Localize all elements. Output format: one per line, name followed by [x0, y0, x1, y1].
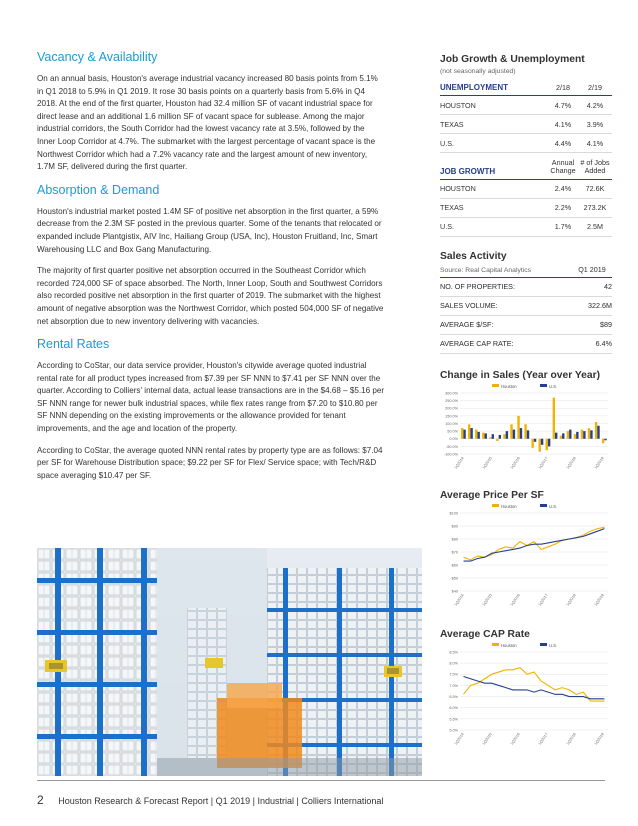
sales-rows: [440, 278, 612, 354]
sales-row: [440, 297, 612, 316]
sales-change-bar: [517, 416, 519, 439]
job-growth-row: [440, 180, 612, 199]
unemployment-row: [440, 134, 612, 153]
unemployment-row: [440, 96, 612, 115]
sales-change-bar: [503, 434, 505, 439]
sales-change-x-tick-label: 1Q2019: [593, 456, 605, 470]
sales-change-bar: [574, 434, 576, 439]
cap-rate-x-tick-label: 1Q2018: [565, 732, 577, 746]
price-sf-x-tick-label: 1Q2016: [509, 593, 521, 607]
sales-change-bar: [475, 429, 477, 438]
unemployment-table-header: [440, 83, 612, 96]
cap-rate-y-tick-label: 8.5%: [449, 650, 458, 655]
price-per-sf-chart: [440, 501, 612, 613]
sales-change-bar: [534, 439, 536, 442]
job-growth-title: Job Growth & Unemployment: [440, 54, 585, 65]
sales-change-y-tick-label: 50.0%: [447, 429, 458, 434]
footer-divider: [37, 780, 605, 781]
absorption-heading: Absorption & Demand: [37, 182, 160, 197]
sales-row: [440, 278, 612, 297]
sales-change-legend-label: Houston: [501, 383, 517, 389]
unemployment-label: UNEMPLOYMENT: [440, 83, 508, 92]
sales-change-bar: [524, 424, 526, 438]
cap-rate-x-tick-label: 1Q2015: [481, 732, 493, 746]
job-growth-row-label: U.S.: [440, 222, 454, 232]
job-growth-col-2-line-2: Added: [584, 166, 606, 176]
job-growth-table-header: [440, 159, 612, 180]
unemployment-row: [440, 115, 612, 134]
job-growth-subtitle: (not seasonally adjusted): [440, 68, 516, 75]
sales-change-y-tick-label: -50.0%: [445, 444, 458, 449]
sales-change-bar: [567, 431, 569, 439]
rental-section: [37, 337, 385, 482]
sales-change-bar: [461, 428, 463, 439]
price-sf-legend-swatch: [540, 504, 547, 507]
unemployment-row-label: U.S.: [440, 138, 454, 148]
job-growth-row-value-2: 273.2K: [583, 203, 607, 213]
sales-change-y-tick-label: 0.0%: [449, 436, 458, 441]
sales-change-bar: [604, 439, 606, 441]
sales-change-x-tick-label: 1Q2014: [453, 456, 465, 470]
cap-rate-y-tick-label: 7.5%: [449, 672, 458, 677]
warehouse-photo: [37, 548, 422, 776]
page-number: 2: [37, 793, 44, 807]
sales-change-bar: [555, 432, 557, 438]
price-sf-y-tick-label: $90: [451, 524, 458, 529]
unemployment-row-value-1: 4.4%: [554, 138, 572, 148]
price-sf-series-line: [464, 527, 605, 560]
price-sf-x-tick-label: 1Q2017: [537, 593, 549, 607]
sales-change-bar: [510, 424, 512, 438]
sales-change-bar: [590, 430, 592, 438]
cap-rate-series-line: [464, 667, 605, 700]
absorption-paragraph-1: Houston's industrial market posted 1.4M SF of positive net absorption in the first quarter, a 59% decrease from the 2.3M SF posted in the previous quarter. Some of the tenants that relocated or expanded include Plantgistix, AIV Inc, Hailiang Group (USA, Inc), Houston Fruitland, Inc, Smart Warehousing LLC and Box Gang Manufacturing.: [37, 206, 382, 254]
unemployment-col-1: 2/18: [556, 83, 570, 92]
cap-rate-legend-label: U.S.: [549, 642, 558, 648]
price-sf-legend-label: U.S.: [549, 503, 558, 509]
cap-rate-legend-swatch: [540, 643, 547, 646]
cap-rate-x-tick-label: 1Q2014: [453, 732, 465, 746]
sales-change-bar: [560, 436, 562, 439]
sales-change-bar: [583, 431, 585, 439]
unemployment-row-value-2: 4.1%: [586, 138, 604, 148]
sales-row-value: 322.6M: [588, 301, 612, 311]
cap-rate-series-line: [464, 676, 605, 698]
sales-change-y-tick-label: 300.0%: [445, 391, 458, 396]
cap-rate-y-tick-label: 5.0%: [449, 728, 458, 733]
sales-change-y-tick-label: -100.0%: [443, 452, 458, 457]
cap-rate-x-tick-label: 1Q2019: [593, 732, 605, 746]
sales-change-y-tick-label: 150.0%: [445, 414, 458, 419]
sales-change-y-tick-label: 200.0%: [445, 406, 458, 411]
sales-change-bar: [548, 439, 550, 447]
sales-change-bar: [489, 437, 491, 439]
price-sf-y-tick-label: $70: [451, 550, 458, 555]
price-per-sf-title: Average Price Per SF: [440, 489, 544, 501]
price-sf-x-tick-label: 1Q2018: [565, 593, 577, 607]
rental-heading: Rental Rates: [37, 337, 110, 352]
sales-period: Q1 2019: [578, 264, 606, 274]
rental-paragraph-2: According to CoStar, the average quoted NNN rental rates by property type are as follows: $7.04 per SF for Warehouse Distribution space; $9.22 per SF for Flex/ Service space; with Tech/R&D space averaging $10.47 per SF.: [37, 445, 383, 480]
job-growth-col-1-line-2: Change: [550, 166, 576, 176]
job-growth-row-value-1: 1.7%: [554, 222, 572, 232]
unemployment-rows: [440, 96, 612, 153]
cap-rate-x-tick-label: 1Q2016: [509, 732, 521, 746]
job-growth-row: [440, 199, 612, 218]
sales-change-x-tick-label: 1Q2017: [537, 456, 549, 470]
main-text-column: [37, 50, 385, 491]
sales-row-label: SALES VOLUME:: [440, 301, 498, 311]
job-growth-col-1: [548, 159, 578, 176]
unemployment-row-value-1: 4.1%: [554, 119, 572, 129]
unemployment-row-value-2: 4.2%: [586, 100, 604, 110]
price-sf-y-tick-label: $60: [451, 563, 458, 568]
sales-activity-header: [440, 265, 612, 278]
sales-change-legend-swatch: [492, 384, 499, 387]
sales-change-bar: [470, 428, 472, 439]
sales-change-legend-label: U.S.: [549, 383, 558, 389]
change-in-sales-title: Change in Sales (Year over Year): [440, 369, 601, 381]
sales-change-bar: [485, 433, 487, 438]
sales-row: [440, 316, 612, 335]
sales-change-bar: [527, 430, 529, 438]
cap-rate-y-tick-label: 7.0%: [449, 683, 458, 688]
job-growth-col-1-line-1: Annual: [551, 158, 575, 167]
sales-change-bar: [595, 422, 597, 439]
job-growth-row-value-2: 2.5M: [587, 222, 603, 232]
price-sf-y-tick-label: $100: [449, 511, 458, 516]
vacancy-heading: Vacancy & Availability: [37, 50, 158, 64]
sales-change-x-tick-label: 1Q2018: [565, 456, 577, 470]
sales-row-label: AVERAGE CAP RATE:: [440, 339, 514, 349]
sidebar-column: [440, 54, 612, 752]
cap-rate-chart: [440, 640, 612, 752]
sales-row-label: AVERAGE $/SF:: [440, 320, 494, 330]
sales-change-bar: [553, 397, 555, 438]
job-growth-row: [440, 218, 612, 237]
sales-change-bar: [569, 429, 571, 438]
cap-rate-title: Average CAP Rate: [440, 628, 530, 640]
sales-row: [440, 335, 612, 354]
job-growth-row-label: TEXAS: [440, 203, 464, 213]
cap-rate-y-tick-label: 6.0%: [449, 705, 458, 710]
sales-activity-title: Sales Activity: [440, 250, 507, 262]
cap-rate-y-tick-label: 5.5%: [449, 717, 458, 722]
sales-change-bar: [597, 426, 599, 439]
sales-change-bar: [541, 439, 543, 445]
sales-source: Source: Real Capital Analytics: [440, 266, 532, 274]
price-sf-x-tick-label: 1Q2015: [481, 593, 493, 607]
job-growth-label: JOB GROWTH: [440, 166, 496, 176]
price-sf-y-tick-label: $40: [451, 589, 458, 594]
job-growth-col-2: [578, 159, 612, 176]
cap-rate-legend-label: Houston: [501, 642, 517, 648]
sales-change-bar: [576, 432, 578, 439]
job-growth-row-value-1: 2.4%: [554, 184, 572, 194]
sales-change-bar: [482, 432, 484, 438]
sales-change-x-tick-label: 1Q2016: [509, 456, 521, 470]
sales-row-value: $89: [600, 320, 612, 330]
job-growth-col-2-line-1: # of Jobs: [580, 158, 610, 167]
price-sf-y-tick-label: $50: [451, 576, 458, 581]
unemployment-row-value-1: 4.7%: [554, 100, 572, 110]
sales-change-bar: [562, 433, 564, 438]
sales-change-bar: [539, 439, 541, 452]
price-sf-y-tick-label: $80: [451, 537, 458, 542]
sales-row-value: 6.4%: [595, 339, 612, 349]
footer-text: Houston Research & Forecast Report | Q1 2019 | Industrial | Colliers International: [58, 796, 384, 806]
sales-change-bar: [546, 439, 548, 450]
price-sf-legend-label: Houston: [501, 503, 517, 509]
price-sf-legend-swatch: [492, 504, 499, 507]
sales-change-y-tick-label: 100.0%: [445, 421, 458, 426]
unemployment-row-label: TEXAS: [440, 119, 464, 129]
sales-row-value: 42: [604, 282, 612, 292]
cap-rate-y-tick-label: 6.5%: [449, 694, 458, 699]
sales-change-legend-swatch: [540, 384, 547, 387]
sales-change-x-tick-label: 1Q2015: [481, 456, 493, 470]
rental-paragraph-1: According to CoStar, our data service provider, Houston's citywide average quoted industrial rental rate for all product types increased from $7.39 per SF NNN to $7.41 per SF NNN over the quarter. According to Colliers' internal data, actual lease transactions are in the $4.68 – $5.16 per SF NNN range for newer bulk industrial spaces, while flex rates range from $7.20 to $10.80 per SF NNN depending on the existing improvements or the allowance provided for tenant improvements, and the age and location of the property.: [37, 361, 385, 434]
job-growth-row-value-2: 72.6K: [585, 184, 605, 194]
sales-change-bar: [506, 431, 508, 439]
sales-change-bar: [513, 429, 515, 438]
unemployment-col-2: 2/19: [588, 83, 602, 92]
change-in-sales-chart: [440, 381, 612, 476]
vacancy-paragraph: On an annual basis, Houston's average industrial vacancy increased 80 basis points from 5.1% in Q1 2018 to 5.9% in Q1 2019. It rose 30 basis points on a quarterly basis from 5.6% in Q4 2018. At the end of the first quarter, Houston had 32.4 million SF of vacant industrial space for direct lease and an additional 1.6 million SF of vacant space for sublease. Among the major industrial corridors, the South Corridor had the lowest vacancy rate at 3.5%, followed by the Inner Loop Corridor at 4.7%. The submarket with the largest percentage of vacant space is the Northwest Corridor which had a 7.2% vacancy rate and the largest amount of new inventory, 1.7M SF, delivered during the first quarter.: [37, 74, 378, 172]
sales-row-label: NO. OF PROPERTIES:: [440, 282, 515, 292]
price-sf-x-tick-label: 1Q2014: [453, 593, 465, 607]
page-footer: [37, 793, 383, 807]
job-growth-row-value-1: 2.2%: [554, 203, 572, 213]
sales-change-bar: [588, 428, 590, 439]
sales-change-bar: [468, 424, 470, 438]
sales-change-bar: [496, 439, 498, 441]
sales-change-bar: [492, 434, 494, 439]
job-growth-row-label: HOUSTON: [440, 184, 476, 194]
cap-rate-y-tick-label: 8.0%: [449, 661, 458, 666]
sales-change-bar: [477, 432, 479, 439]
sales-change-bar: [520, 428, 522, 439]
vacancy-section: [37, 50, 385, 174]
cap-rate-x-tick-label: 1Q2017: [537, 732, 549, 746]
sales-change-bar: [531, 439, 533, 448]
price-sf-series-line: [464, 528, 605, 561]
unemployment-row-value-2: 3.9%: [586, 119, 604, 129]
job-growth-rows: [440, 180, 612, 237]
sales-change-bar: [581, 429, 583, 438]
cap-rate-legend-swatch: [492, 643, 499, 646]
unemployment-row-label: HOUSTON: [440, 100, 476, 110]
warehouse-illustration: [37, 548, 422, 776]
price-sf-x-tick-label: 1Q2019: [593, 593, 605, 607]
absorption-paragraph-2: The majority of first quarter positive net absorption occurred in the Southeast Corridor which recorded 724,000 SF of space absorbed. The North, Inner Loop, South and Southwest Corridors also recorded positive net absorption in the first quarter of 2019. The submarket with the highest amount of negative absorption was the Northwest Corridor, which posted 504,000 SF of negative net absorption due to new inventory delivering with vacancies.: [37, 266, 384, 326]
absorption-section: [37, 183, 385, 328]
sales-change-bar: [602, 439, 604, 444]
sales-change-bar: [499, 435, 501, 439]
sales-change-y-tick-label: 250.0%: [445, 398, 458, 403]
sales-change-bar: [463, 429, 465, 438]
